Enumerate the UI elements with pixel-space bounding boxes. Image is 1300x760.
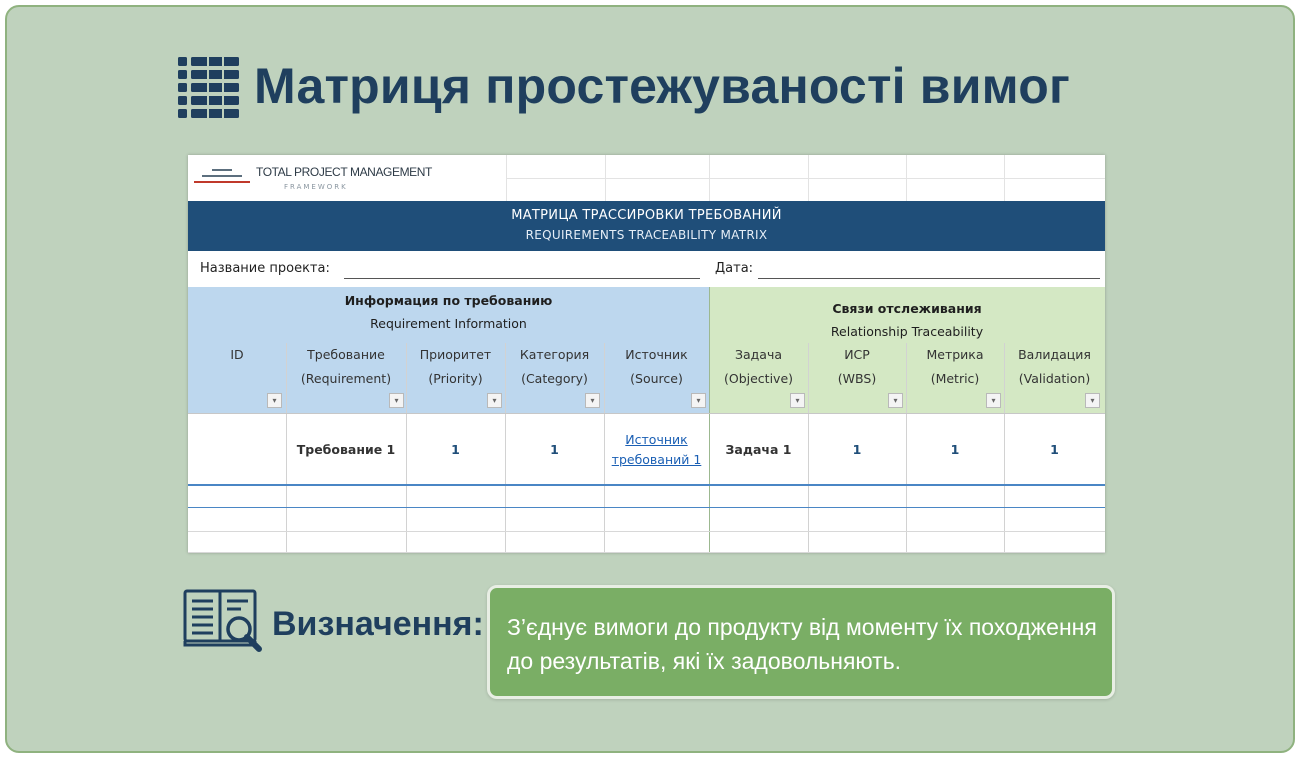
- cell-validation[interactable]: 1: [1050, 442, 1059, 457]
- banner-title-ru: МАТРИЦА ТРАССИРОВКИ ТРЕБОВАНИЙ: [511, 208, 782, 223]
- book-search-icon: [183, 585, 265, 653]
- column-header-label: Валидация: [1018, 347, 1091, 362]
- grid-line: [506, 178, 1105, 179]
- filter-dropdown-button[interactable]: ▾: [389, 393, 404, 408]
- column-header-requirement: [286, 343, 406, 413]
- logo-subtext: FRAMEWORK: [284, 183, 348, 191]
- filter-dropdown-button[interactable]: ▾: [1085, 393, 1100, 408]
- column-header-sublabel: (Source): [630, 371, 683, 386]
- column-header-label: Метрика: [926, 347, 984, 362]
- logo-text: TOTAL PROJECT MANAGEMENT: [256, 165, 432, 179]
- project-name-field[interactable]: [344, 278, 700, 279]
- project-name-label: Название проекта:: [200, 261, 330, 276]
- source-line: требований 1: [611, 452, 702, 467]
- filter-dropdown-button[interactable]: ▾: [790, 393, 805, 408]
- column-header-sublabel: (Validation): [1018, 371, 1091, 386]
- filter-dropdown-button[interactable]: ▾: [267, 393, 282, 408]
- cell-source-link[interactable]: [604, 430, 709, 470]
- column-header-sublabel: (Category): [521, 371, 588, 386]
- filter-dropdown-button[interactable]: ▾: [986, 393, 1001, 408]
- group-title-ru: Информация по требованию: [344, 293, 553, 308]
- date-field[interactable]: [758, 278, 1100, 279]
- column-header-label: ID: [230, 347, 244, 362]
- title-row: [178, 50, 1070, 122]
- definition-box: [487, 585, 1115, 699]
- column-header-sublabel: (WBS): [837, 371, 877, 386]
- column-header-sublabel: (Priority): [428, 371, 483, 386]
- column-header-sublabel: (Metric): [930, 371, 980, 386]
- project-row: [188, 251, 1105, 287]
- group-title-en: Relationship Traceability: [830, 324, 984, 339]
- grid-line: [188, 507, 1105, 508]
- list-icon: [178, 53, 240, 119]
- column-header-label: Источник: [625, 347, 688, 362]
- column-header-label: Задача: [734, 347, 783, 362]
- traceability-matrix-sheet: [188, 155, 1105, 553]
- logo-mark: [194, 169, 250, 187]
- page-title: Матриця простежуваності вимог: [254, 58, 1070, 114]
- definition-text: З’єднує вимоги до продукту від моменту їх походження до результатів, які їх задовольняють.: [507, 614, 1097, 674]
- matrix-banner: [188, 201, 1105, 251]
- date-label: Дата:: [715, 261, 754, 276]
- source-line: Источник: [625, 432, 688, 447]
- column-header-label: Категория: [519, 347, 590, 362]
- column-header-label: Приоритет: [419, 347, 492, 362]
- group-title-ru: Связи отслеживания: [832, 301, 982, 316]
- column-header-label: ИСР: [844, 347, 870, 362]
- column-header-label: Требование: [307, 347, 385, 362]
- banner-title-en: REQUIREMENTS TRACEABILITY MATRIX: [525, 228, 768, 242]
- filter-dropdown-button[interactable]: ▾: [888, 393, 903, 408]
- company-logo: [188, 155, 506, 201]
- column-header-sublabel: (Objective): [723, 371, 794, 386]
- filter-dropdown-button[interactable]: ▾: [487, 393, 502, 408]
- cell-requirement[interactable]: Требование 1: [296, 442, 396, 457]
- filter-dropdown-button[interactable]: ▾: [691, 393, 706, 408]
- definition-label: Визначення:: [272, 605, 484, 643]
- cell-priority[interactable]: 1: [451, 442, 460, 457]
- grid-line: [188, 531, 1105, 532]
- cell-category[interactable]: 1: [550, 442, 559, 457]
- grid-line: [188, 484, 1105, 486]
- column-header-sublabel: (Requirement): [300, 371, 392, 386]
- grid-line: [188, 413, 1105, 414]
- cell-objective[interactable]: Задача 1: [725, 442, 792, 457]
- group-title-en: Requirement Information: [370, 316, 527, 331]
- cell-metric[interactable]: 1: [950, 442, 960, 457]
- grid-line: [709, 287, 710, 553]
- filter-dropdown-button[interactable]: ▾: [585, 393, 600, 408]
- cell-wbs[interactable]: 1: [852, 442, 862, 457]
- grid-line: [188, 552, 1105, 553]
